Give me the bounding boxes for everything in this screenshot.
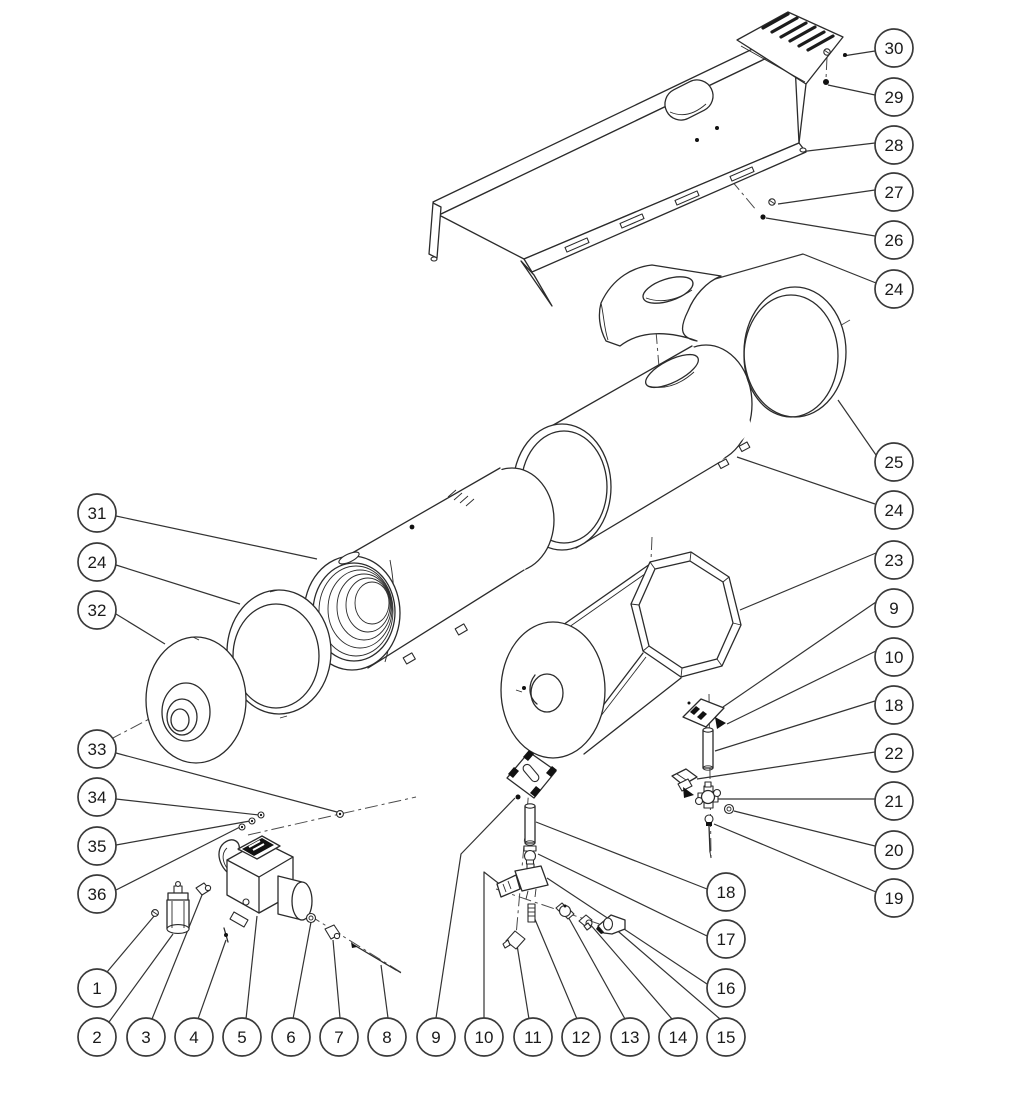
callout-number: 28 (884, 136, 904, 155)
disc-outer (744, 287, 846, 417)
callout-33 (78, 730, 116, 768)
callout-number: 34 (87, 788, 107, 807)
callout-number: 5 (237, 1028, 247, 1047)
callout-4 (175, 1018, 213, 1056)
callout-7 (320, 1018, 358, 1056)
callout-number: 19 (884, 889, 904, 908)
leader-line-4 (198, 940, 226, 1019)
callout-31 (78, 494, 116, 532)
leader-line-18 (715, 701, 875, 751)
callout-14 (659, 1018, 697, 1056)
callout-number: 27 (884, 183, 904, 202)
callout-number: 16 (716, 979, 736, 998)
line-nut-20 (725, 805, 734, 814)
callout-number: 7 (334, 1028, 344, 1047)
chamber-front-hole (531, 674, 563, 712)
callout-6 (272, 1018, 310, 1056)
callout-number: 18 (884, 696, 904, 715)
callout-21 (875, 782, 913, 820)
callout-number: 30 (884, 39, 904, 58)
fuel-tube-18 (525, 804, 535, 845)
motor-screw-35 (249, 818, 255, 824)
callout-36 (78, 875, 116, 913)
callout-number: 24 (87, 553, 107, 572)
callout-32 (78, 591, 116, 629)
motor-screw-36 (239, 824, 245, 830)
part-end-cover-disc (744, 287, 846, 417)
callout-30 (875, 29, 913, 67)
callout-15 (707, 1018, 745, 1056)
callout-10 (875, 638, 913, 676)
callout-22 (875, 734, 913, 772)
leader-line-10 (484, 872, 502, 1018)
shell-foot (455, 624, 467, 635)
leader-line-10 (727, 651, 876, 724)
callout-19 (875, 879, 913, 917)
elbow-nipple-14 (579, 915, 592, 930)
callout-5 (223, 1018, 261, 1056)
callout-number: 35 (87, 837, 107, 856)
callout-number: 2 (92, 1028, 102, 1047)
cover-screw-26 (760, 214, 765, 219)
callout-number: 3 (141, 1028, 151, 1047)
callout-10 (465, 1018, 503, 1056)
callout-29 (875, 78, 913, 116)
callout-number: 29 (884, 88, 904, 107)
part-fuel-filter (152, 882, 189, 934)
callout-25 (875, 443, 913, 481)
leader-line-35 (116, 821, 250, 845)
leader-line-29 (828, 85, 875, 95)
leader-line-9 (723, 602, 876, 707)
sensor-arrow (715, 717, 726, 729)
callout-number: 23 (884, 551, 904, 570)
callout-18 (875, 686, 913, 724)
leader-line-24 (701, 254, 876, 283)
part-lower-shell-cylinder (304, 468, 554, 670)
photocell-dot (688, 702, 691, 705)
callout-number: 10 (474, 1028, 494, 1047)
callout-18 (707, 873, 745, 911)
grille-bolt-29 (823, 79, 829, 85)
callout-number: 12 (571, 1028, 591, 1047)
bracket-screw-10 (516, 795, 521, 800)
cover-right-edge (799, 84, 806, 143)
part-fuel-line-fittings (672, 728, 734, 858)
callout-number: 14 (668, 1028, 688, 1047)
valve-fitting-17 (524, 846, 536, 864)
needle-rod-8 (351, 942, 401, 973)
motor-screw-axis (248, 797, 416, 835)
motor-foot (230, 912, 248, 927)
callout-35 (78, 827, 116, 865)
callout-16 (707, 969, 745, 1007)
leader-line-11 (517, 945, 529, 1019)
callout-12 (562, 1018, 600, 1056)
callout-number: 1 (92, 979, 102, 998)
fuel-tube-18b (703, 728, 713, 770)
fan-hub-bore (171, 709, 189, 731)
callout-9 (417, 1018, 455, 1056)
callout-number: 8 (382, 1028, 392, 1047)
callout-24 (78, 543, 116, 581)
callout-number: 32 (87, 601, 107, 620)
cover-left-flap (429, 203, 441, 258)
cover-screw-axis-b (826, 57, 827, 79)
callout-24 (875, 270, 913, 308)
leader-line-36 (116, 827, 240, 890)
nozzle-diagonal-axis (496, 889, 614, 929)
elbow-fitting-3 (196, 883, 211, 895)
cover-dot (695, 138, 699, 142)
filter-top-bolt (176, 882, 181, 887)
cover-left-foot (431, 257, 437, 261)
tee-fitting-13 (556, 903, 574, 919)
callout-13 (611, 1018, 649, 1056)
cover-dot (715, 126, 719, 130)
callout-1 (78, 969, 116, 1007)
callout-9 (875, 589, 913, 627)
cover-screw-27 (769, 199, 775, 205)
callout-8 (368, 1018, 406, 1056)
cross-fitting-21 (696, 782, 721, 808)
cover-right-foot (800, 148, 806, 152)
callout-11 (514, 1018, 552, 1056)
leader-line-5 (246, 916, 257, 1019)
shell-dot (410, 525, 415, 530)
part-top-half-shell (599, 265, 721, 346)
leader-line-31 (116, 516, 317, 559)
callout-20 (875, 831, 913, 869)
callout-number: 24 (884, 280, 904, 299)
callout-number: 4 (189, 1028, 199, 1047)
callout-number: 21 (884, 792, 904, 811)
leader-line-12 (534, 917, 577, 1019)
callout-number: 31 (87, 504, 107, 523)
needle-valve-19 (705, 815, 713, 858)
callout-28 (875, 126, 913, 164)
long-bolt-33 (337, 811, 344, 818)
callout-number: 24 (884, 501, 904, 520)
callout-number: 9 (889, 599, 899, 618)
callout-34 (78, 778, 116, 816)
callout-number: 15 (716, 1028, 736, 1047)
chamber-front-dot (522, 686, 526, 690)
leader-line-32 (116, 614, 165, 644)
leader-line-7 (333, 940, 340, 1018)
callout-2 (78, 1018, 116, 1056)
half-shell-body (599, 265, 721, 346)
leader-line-22 (697, 752, 875, 779)
pump-nut-6 (307, 914, 316, 923)
fuel-filter-screw-1 (152, 910, 159, 917)
callout-number: 9 (431, 1028, 441, 1047)
fuel-valve-16 (497, 864, 548, 899)
leader-line-6 (293, 922, 311, 1019)
part-combustion-chamber (501, 552, 741, 758)
leader-line-23 (740, 553, 876, 610)
leader-line-28 (799, 143, 875, 152)
callout-26 (875, 221, 913, 259)
callout-number: 26 (884, 231, 904, 250)
motor-screw-34 (258, 812, 264, 818)
leader-line-24 (116, 565, 240, 604)
pump-fitting-7 (325, 925, 340, 939)
leader-line-27 (778, 190, 875, 204)
filter-bottom (167, 925, 189, 934)
line-elbow-22 (672, 769, 697, 798)
leader-line-34 (116, 799, 259, 815)
leader-line-25 (838, 400, 876, 455)
leader-line-15 (612, 926, 720, 1019)
leader-line-8 (381, 965, 388, 1018)
pin-4 (224, 928, 228, 942)
callout-number: 13 (620, 1028, 640, 1047)
nozzle-bracket-15 (596, 915, 625, 934)
callout-23 (875, 541, 913, 579)
callout-number: 18 (716, 883, 736, 902)
part-photocell-bracket (683, 699, 726, 729)
leader-line-2 (109, 934, 173, 1022)
part-upper-cover (429, 12, 847, 306)
callout-number: 36 (87, 885, 107, 904)
callout-number: 33 (87, 740, 107, 759)
callout-number: 6 (286, 1028, 296, 1047)
spring-12 (528, 904, 535, 922)
leader-line-18 (536, 822, 707, 889)
motor-front-boss (243, 899, 249, 905)
ring-split-bottom (280, 716, 287, 718)
callout-3 (127, 1018, 165, 1056)
leader-line-16 (547, 878, 707, 984)
leader-line-24 (737, 457, 875, 504)
callout-17 (707, 920, 745, 958)
callout-number: 10 (884, 648, 904, 667)
callout-27 (875, 173, 913, 211)
leader-line-9 (436, 798, 515, 1018)
callout-24 (875, 491, 913, 529)
part-motor-pump-assembly (196, 811, 401, 973)
leader-line-30 (843, 51, 875, 56)
leader-line-1 (107, 915, 155, 972)
leader-line-26 (766, 218, 875, 236)
callout-number: 22 (884, 744, 904, 763)
callout-number: 17 (716, 930, 736, 949)
part-fan (146, 637, 246, 763)
callout-number: 20 (884, 841, 904, 860)
nozzle-11 (503, 931, 525, 949)
callout-number: 11 (524, 1028, 542, 1047)
callout-number: 25 (884, 453, 904, 472)
shell-foot (403, 653, 415, 664)
leader-line-14 (589, 923, 672, 1019)
